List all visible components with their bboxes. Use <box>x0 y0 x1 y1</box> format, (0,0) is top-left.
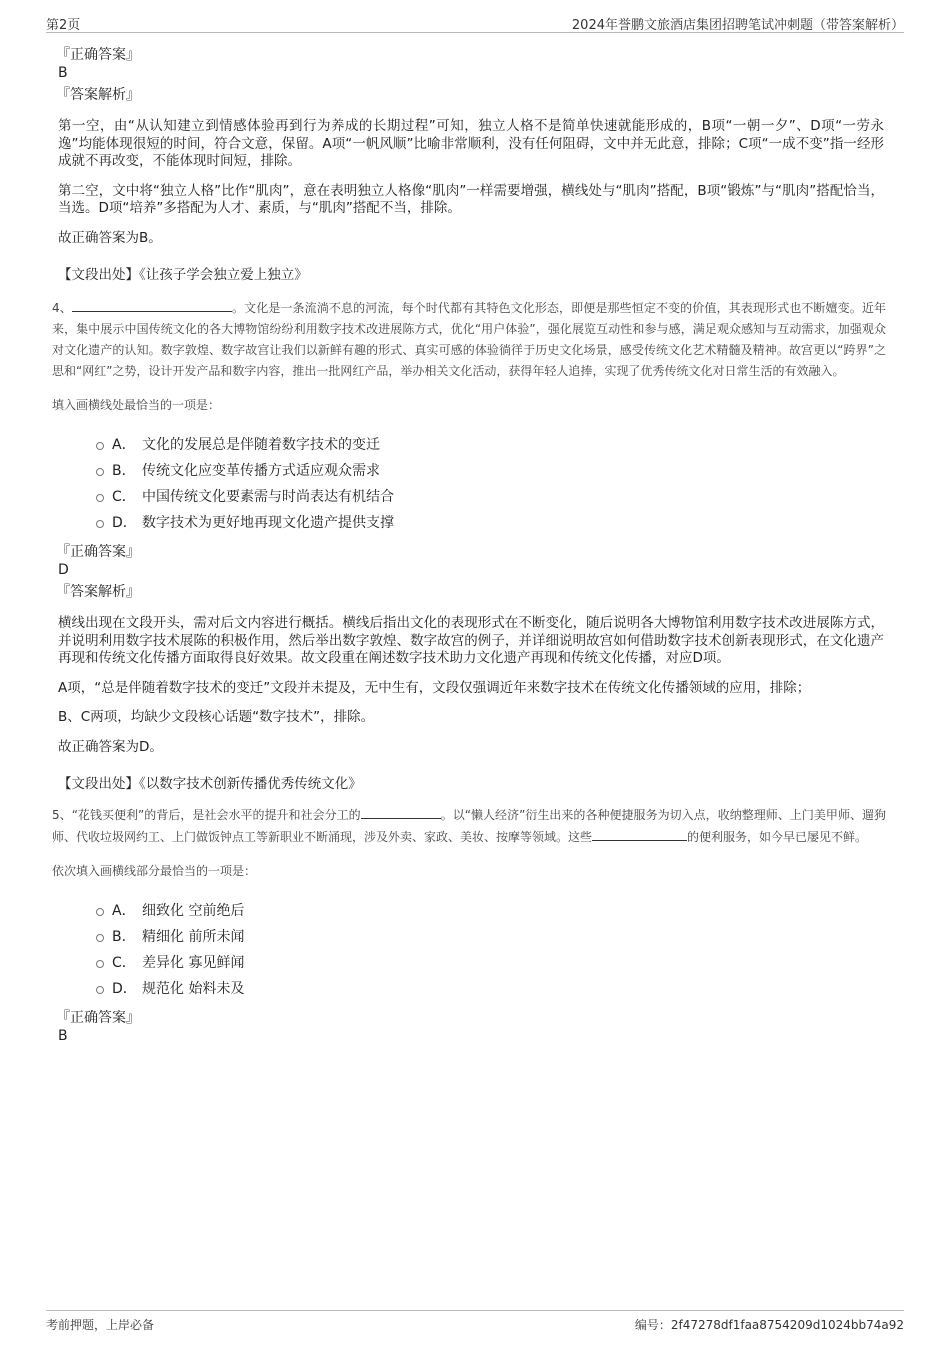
document-id: 编号：2f47278df1faa8754209d1024bb74a92 <box>634 1318 904 1332</box>
option-letter: B． <box>112 463 136 479</box>
analysis-label: 『答案解析』 <box>56 87 140 103</box>
option-letter: D． <box>112 515 137 531</box>
option-letter: C． <box>112 489 136 505</box>
page-content <box>52 46 887 1049</box>
question-number: 4、 <box>52 301 72 315</box>
option-list <box>96 431 886 535</box>
analysis-paragraph: 第一空，由“从认知建立到情感体验再到行为养成的长期过程”可知，独立人格不是简单快速就能形成的，B项“一朝一夕”、D项“一劳永逸”均能体现很短的时间，符合文意，保留。A项“一帆风顺”比喻非常顺利，没有任何阻碍，文中并无此意，排除；C项“一成不变”指一经形成就不再改变，不能体现时间短，排除。 <box>58 118 884 169</box>
option-c[interactable] <box>96 483 886 509</box>
analysis-paragraph: B、C两项，均缺少文段核心话题“数字技术”，排除。 <box>58 709 375 725</box>
radio-icon[interactable] <box>96 468 104 476</box>
radio-icon[interactable] <box>96 986 104 994</box>
option-b[interactable] <box>96 923 886 949</box>
radio-icon[interactable] <box>96 934 104 942</box>
analysis-paragraph: 故正确答案为D。 <box>58 738 163 755</box>
source-citation: 【文段出处】《以数字技术创新传播优秀传统文化》 <box>58 776 362 792</box>
option-text: 中国传统文化要素需与时尚表达有机结合 <box>142 489 394 505</box>
question-4 <box>52 297 886 382</box>
question-text: “花钱买便利”的背后，是社会水平的提升和社会分工的 <box>71 808 361 822</box>
option-letter: B． <box>112 929 136 945</box>
radio-icon[interactable] <box>96 520 104 528</box>
analysis-paragraph: A项，“总是伴随着数字技术的变迁”文段并未提及，无中生有，文段仅强调近年来数字技术在传统文化传播领域的应用，排除； <box>58 679 811 696</box>
option-letter: A． <box>112 437 136 453</box>
radio-icon[interactable] <box>96 960 104 968</box>
radio-icon[interactable] <box>96 908 104 916</box>
answer-blank <box>72 297 232 312</box>
option-text: 数字技术为更好地再现文化遗产提供支撑 <box>142 515 394 531</box>
radio-icon[interactable] <box>96 442 104 450</box>
question-prompt: 依次填入画横线部分最恰当的一项是： <box>52 864 257 878</box>
option-text: 规范化 始料未及 <box>142 981 245 997</box>
question-text: 的便利服务，如今早已屡见不鲜。 <box>687 830 868 844</box>
page-header <box>46 12 904 33</box>
radio-icon[interactable] <box>96 494 104 502</box>
option-a[interactable] <box>96 431 886 457</box>
page-footer <box>46 1310 904 1335</box>
option-d[interactable] <box>96 975 886 1001</box>
option-text: 传统文化应变革传播方式适应观众需求 <box>142 463 380 479</box>
option-text: 文化的发展总是伴随着数字技术的变迁 <box>142 437 380 453</box>
correct-answer-label: 『正确答案』 <box>56 47 140 63</box>
question-number: 5、 <box>52 808 72 822</box>
question-prompt: 填入画横线处最恰当的一项是： <box>52 398 221 412</box>
option-text: 差异化 寡见鲜闻 <box>142 955 245 971</box>
option-list <box>96 897 886 1001</box>
option-letter: D． <box>112 981 137 997</box>
analysis-paragraph: 第二空，文中将“独立人格”比作“肌肉”，意在表明独立人格像“肌肉”一样需要增强，横线处与“肌肉”搭配，B项“锻炼”与“肌肉”搭配恰当，当选。D项“培养”多搭配为人才、素质，与“肌肉”搭配不当，排除。 <box>58 182 884 216</box>
option-a[interactable] <box>96 897 886 923</box>
source-citation: 【文段出处】《让孩子学会独立爱上独立》 <box>58 267 308 283</box>
analysis-paragraph: 横线出现在文段开头，需对后文内容进行概括。横线后指出文化的表现形式在不断变化，随后说明各大博物馆利用数字技术改进展陈方式，并说明利用数字技术展陈的积极作用，然后举出数字敦煌、数字故宫的例子，并详细说明故宫如何借助数字技术创新表现形式，在文化遗产再现和传统文化传播方面取得良好效果。故文段重在阐述数字技术助力文化遗产再现和传统文化传播，对应D项。 <box>58 615 884 666</box>
correct-answer-value: D <box>58 562 69 578</box>
document-title: 2024年誉鹏文旅酒店集团招聘笔试冲刺题（带答案解析） <box>571 18 904 33</box>
correct-answer-label: 『正确答案』 <box>56 1010 140 1026</box>
footer-slogan: 考前押题，上岸必备 <box>46 1318 155 1332</box>
option-text: 精细化 前所未闻 <box>142 929 245 945</box>
option-letter: A． <box>112 903 136 919</box>
option-text: 细致化 空前绝后 <box>142 903 245 919</box>
page-number: 第2页 <box>46 18 81 33</box>
answer-blank <box>592 826 687 841</box>
option-b[interactable] <box>96 457 886 483</box>
option-letter: C． <box>112 955 136 971</box>
correct-answer-label: 『正确答案』 <box>56 544 140 560</box>
answer-blank <box>361 804 441 819</box>
option-d[interactable] <box>96 509 886 535</box>
question-text: 。文化是一条流淌不息的河流，每个时代都有其特色文化形态，即便是那些恒定不变的价值，其表现形式也不断嬗变。近年来，集中展示中国传统文化的各大博物馆纷纷利用数字技术改进展陈方式，优化“用户体验”，强化展览互动性和参与感，满足观众感知与互动需求，加强观众对文化遗产的认知。数字敦煌、数字故宫让我们以新鲜有趣的形式、真实可感的体验徜徉于历史文化场景，感受传统文化艺术精髓及精神。故宫更以“跨界”之思和“网红”之势，设计开发产品和数字内容，推出一批网红产品，举办相关文化活动，获得年轻人追捧，实现了优秀传统文化对日常生活的有效融入。 <box>52 301 886 378</box>
analysis-label: 『答案解析』 <box>56 584 140 600</box>
option-c[interactable] <box>96 949 886 975</box>
question-text: 。以“懒人经济”衍生出来的各种便捷服务为切入点，收纳整理师、上门美甲师、遛狗师、代收垃圾网约工、上门做饭钟点工等新职业不断涌现，涉及外卖、家政、美妆、按摩等领域。这些 <box>52 808 887 844</box>
question-5 <box>52 804 886 848</box>
correct-answer-value: B <box>58 1028 68 1044</box>
analysis-paragraph: 故正确答案为B。 <box>58 229 162 246</box>
correct-answer-value: B <box>58 65 68 81</box>
